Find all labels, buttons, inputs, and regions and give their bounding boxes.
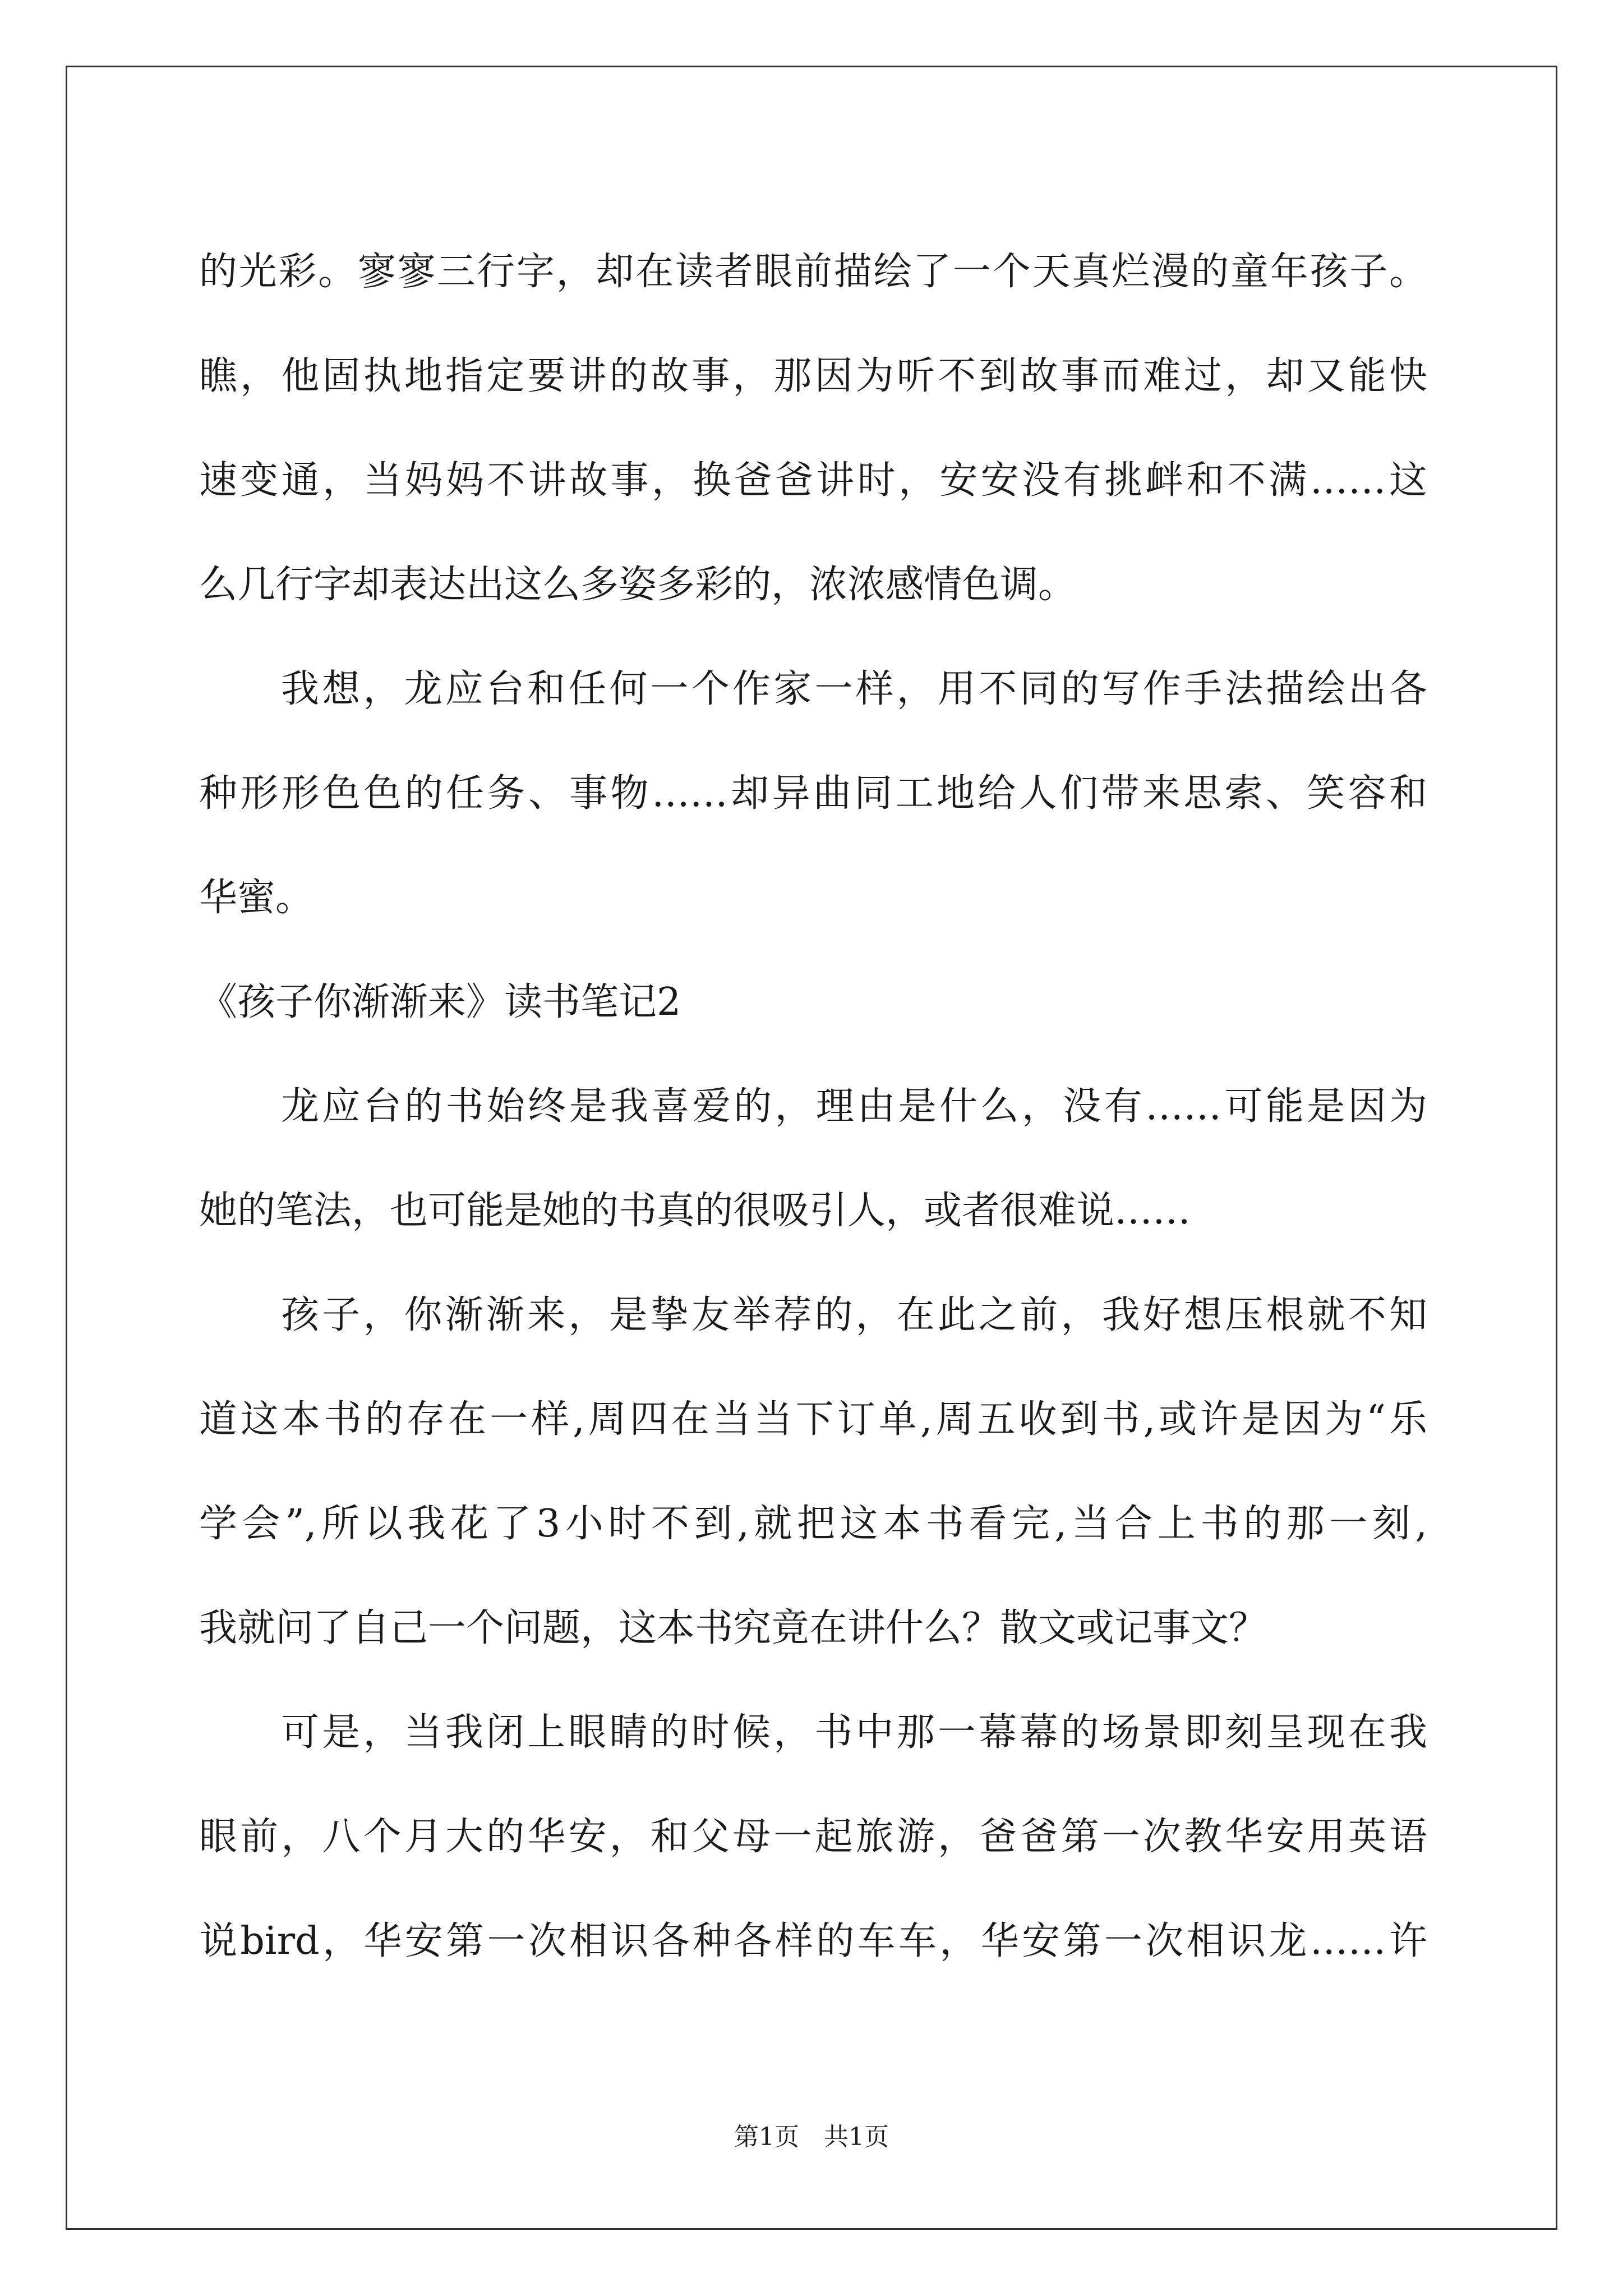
text-line: 我想，龙应台和任何一个作家一样，用不同的写作手法描绘出各 bbox=[281, 667, 1427, 711]
text-line: 速变通，当妈妈不讲故事，换爸爸讲时，安安没有挑衅和不满……这 bbox=[199, 458, 1427, 503]
page-number: 第1页 bbox=[734, 2123, 799, 2151]
text-line: 种形形色色的任务、事物……却异曲同工地给人们带来思索、笑容和 bbox=[199, 771, 1427, 816]
text-line: 可是，当我闭上眼睛的时候，书中那一幕幕的场景即刻呈现在我 bbox=[281, 1710, 1427, 1755]
text-line: 学会”,所以我花了3小时不到,就把这本书看完,当合上书的那一刻, bbox=[199, 1502, 1427, 1546]
section-heading: 《孩子你渐渐来》读书笔记2 bbox=[199, 980, 681, 1024]
text-line: 孩子，你渐渐来，是挚友举荐的，在此之前，我好想压根就不知 bbox=[281, 1293, 1427, 1337]
document-body bbox=[199, 220, 1427, 1994]
text-line: 她的笔法，也可能是她的书真的很吸引人，或者很难说…… bbox=[199, 1189, 1191, 1233]
text-line: 的光彩。寥寥三行字，却在读者眼前描绘了一个天真烂漫的童年孩子。 bbox=[199, 250, 1427, 294]
text-line: 瞧，他固执地指定要讲的故事，那因为听不到故事而难过，却又能快 bbox=[199, 354, 1427, 398]
text-line: 华蜜。 bbox=[199, 876, 314, 920]
text-line: 么几行字却表达出这么多姿多彩的，浓浓感情色调。 bbox=[199, 563, 1077, 607]
text-line: 道这本书的存在一样,周四在当当下订单,周五收到书,或许是因为“乐 bbox=[199, 1397, 1427, 1442]
text-line: 眼前，八个月大的华安，和父母一起旅游，爸爸第一次教华安用英语 bbox=[199, 1815, 1427, 1859]
text-line: 说bird，华安第一次相识各种各样的车车，华安第一次相识龙……许 bbox=[199, 1919, 1427, 1963]
page-total: 共1页 bbox=[824, 2123, 889, 2151]
text-line: 我就问了自己一个问题，这本书究竟在讲什么？散文或记事文？ bbox=[199, 1606, 1267, 1650]
page-footer bbox=[0, 2120, 1623, 2154]
text-line: 龙应台的书始终是我喜爱的，理由是什么，没有……可能是因为 bbox=[281, 1084, 1427, 1129]
